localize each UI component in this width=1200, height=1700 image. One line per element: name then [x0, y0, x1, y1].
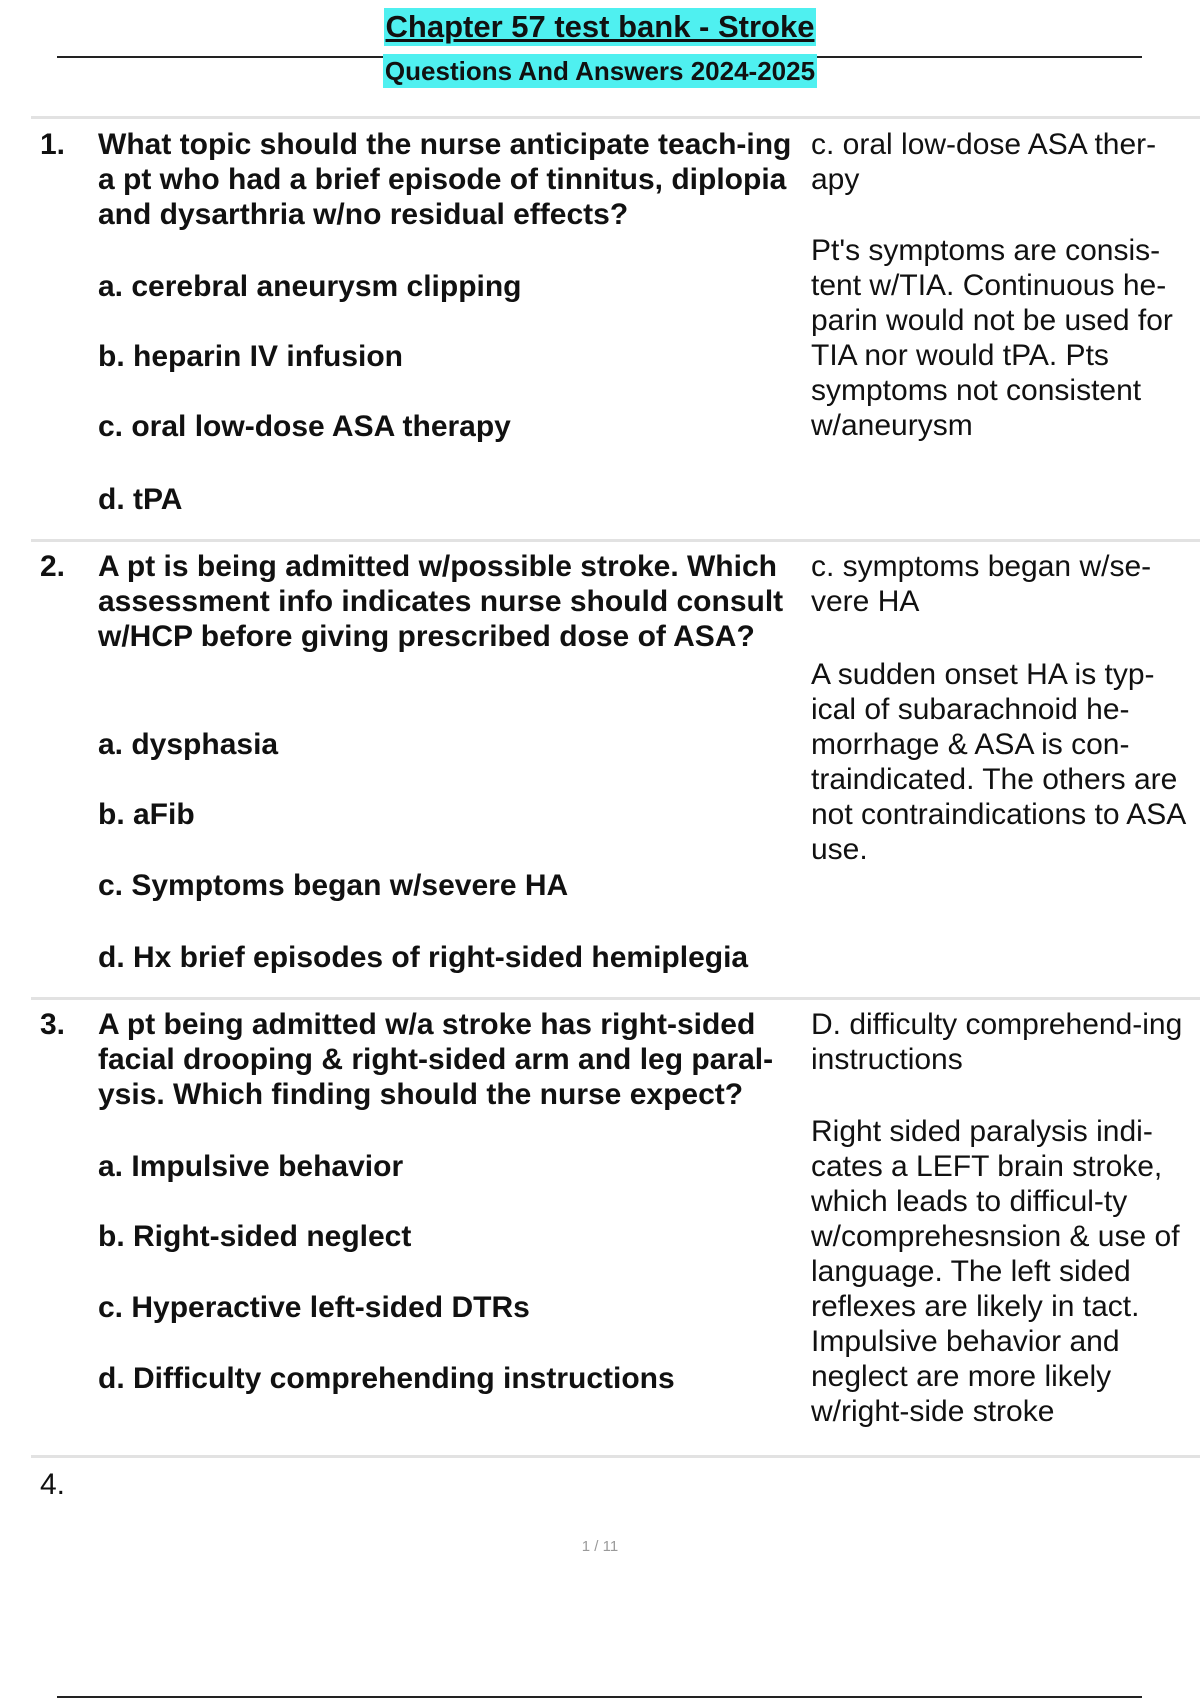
document-subtitle: Questions And Answers 2024-2025: [384, 56, 816, 86]
option-b: b. Right-sided neglect: [98, 1220, 412, 1253]
answer-text: c. symptoms began w/se-vere HA: [811, 550, 1152, 618]
option-b: b. heparin IV infusion: [98, 340, 404, 373]
page-number: 1 / 11: [581, 1538, 619, 1555]
option-a: a. cerebral aneurysm clipping: [98, 270, 522, 303]
rationale-text: Right sided paralysis indi-cates a LEFT brain stroke, which leads to difficul-ty w/comprehesnsion & use of language. The left sided reflexes are likely in tact. Impulsive behavior and neglect are more likely w/right-side stroke: [811, 1115, 1180, 1428]
option-c: c. Symptoms began w/severe HA: [98, 869, 569, 902]
answer-text: D. difficulty comprehend-ing instructions: [811, 1008, 1183, 1076]
question-number: 3.: [40, 1008, 66, 1041]
question-number: 1.: [40, 128, 66, 161]
title-wrap: [0, 8, 1200, 46]
option-b: b. aFib: [98, 798, 195, 831]
rationale-text: Pt's symptoms are consis-tent w/TIA. Continuous he-parin would not be used for TIA nor would tPA. Pts symptoms not consistent w/aneurysm: [811, 234, 1173, 442]
document-title: Chapter 57 test bank - Stroke: [385, 9, 815, 44]
option-a: a. dysphasia: [98, 728, 279, 761]
subtitle-wrap: [0, 54, 1200, 88]
option-d: d. Hx brief episodes of right-sided hemiplegia: [98, 941, 749, 974]
row-separator: [31, 539, 1200, 542]
footer-rule: [57, 1696, 1142, 1698]
question-text: A pt being admitted w/a stroke has right-sided facial drooping & right-sided arm and leg paral-ysis. Which finding should the nurse expect?: [98, 1008, 774, 1111]
option-c: c. Hyperactive left-sided DTRs: [98, 1291, 530, 1324]
option-d: d. Difficulty comprehending instructions: [98, 1362, 675, 1395]
rationale-text: A sudden onset HA is typ-ical of subarachnoid he-morrhage & ASA is con-traindicated. The others are not contraindications to ASA use.: [811, 658, 1185, 866]
row-separator: [31, 116, 1200, 119]
question-text: What topic should the nurse anticipate teach-ing a pt who had a brief episode of tinnitus, diplopia and dysarthria w/no residual effects?: [98, 128, 792, 231]
question-number: 2.: [40, 550, 66, 583]
question-text: A pt is being admitted w/possible stroke. Which assessment info indicates nurse should consult w/HCP before giving prescribed dose of ASA?: [98, 550, 784, 653]
question-number: 4.: [40, 1468, 66, 1501]
option-c: c. oral low-dose ASA therapy: [98, 410, 511, 443]
answer-text: c. oral low-dose ASA ther-apy: [811, 128, 1157, 196]
row-separator: [31, 1455, 1200, 1458]
option-d: d. tPA: [98, 483, 183, 516]
option-a: a. Impulsive behavior: [98, 1150, 404, 1183]
row-separator: [31, 997, 1200, 1000]
